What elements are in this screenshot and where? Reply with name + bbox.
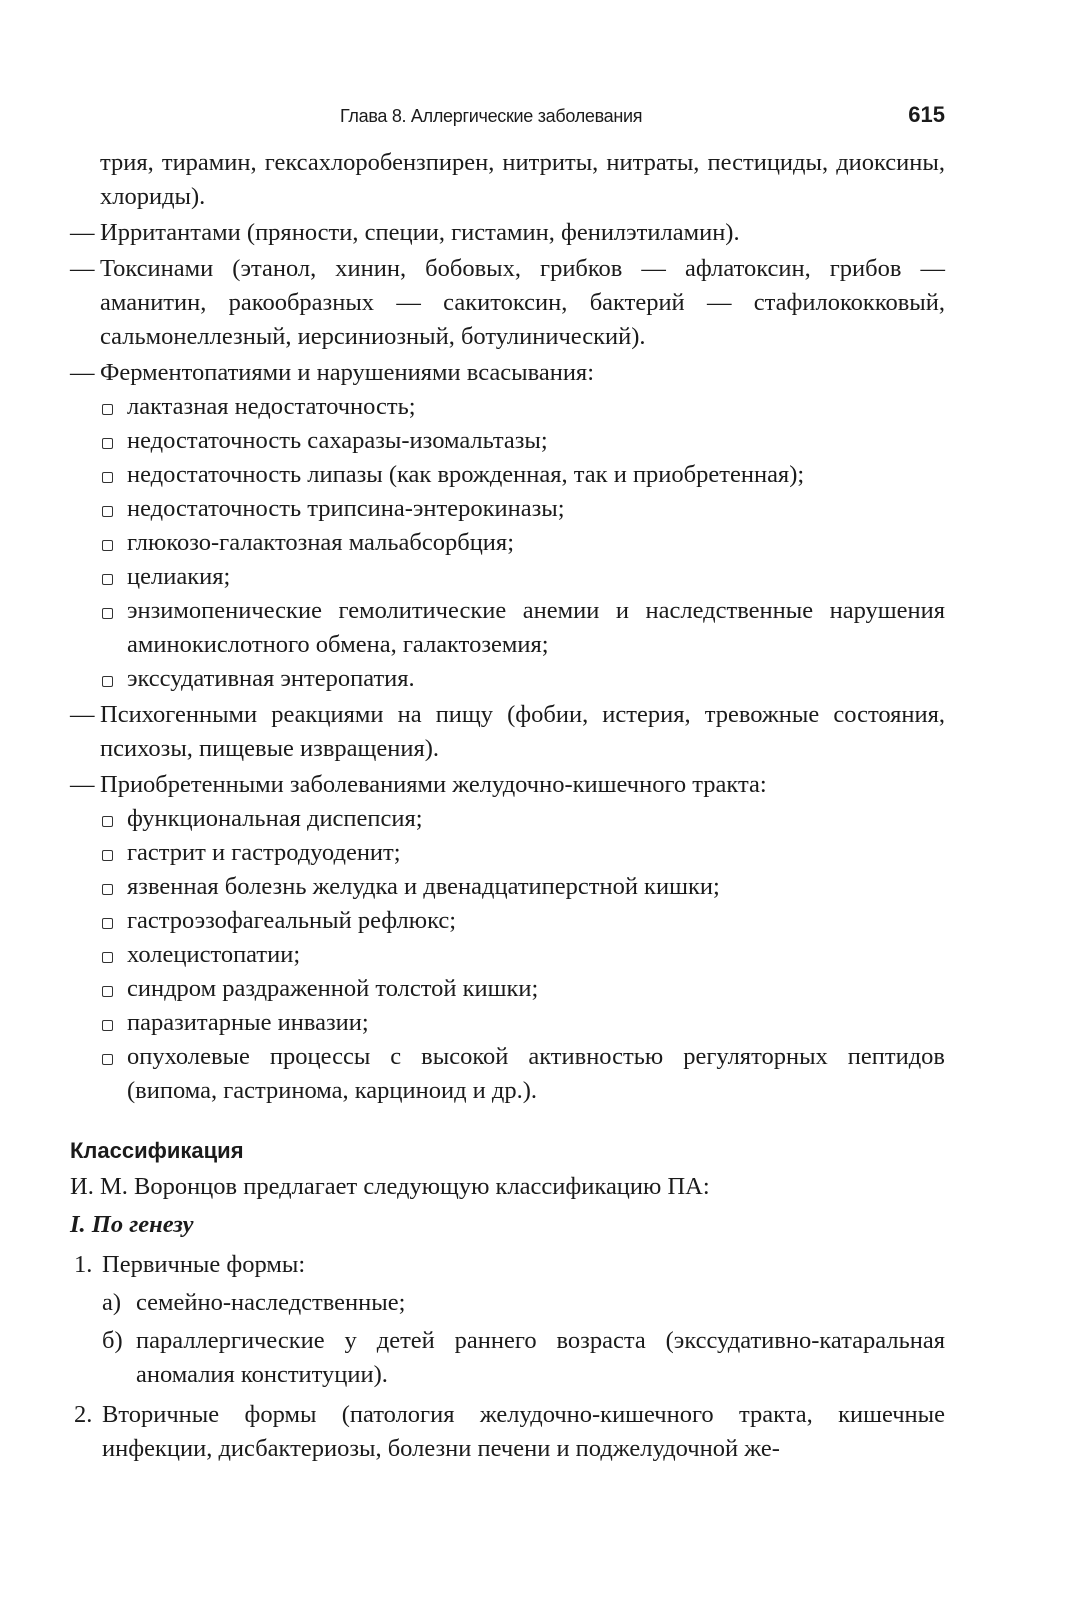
list-item — [70, 662, 945, 696]
list-item — [70, 526, 945, 560]
checkbox-bullet-icon — [102, 816, 113, 827]
list-item-text: гастрит и гастродуоденит; — [127, 839, 401, 866]
lettered-item — [70, 1286, 945, 1320]
checkbox-bullet-icon — [102, 506, 113, 517]
dash-item-text: Ирритантами (пряности, специи, гистамин, фенилэтиламин). — [100, 219, 740, 246]
list-item-text: синдром раздраженной толстой кишки; — [127, 975, 539, 1002]
list-item-text: опухолевые процессы с высокой активностью регуляторных пептидов (випома, гастринома, карциноид и др.). — [127, 1043, 945, 1104]
dash-marker: — — [70, 219, 95, 246]
checkbox-bullet-icon — [102, 986, 113, 997]
dash-list-item — [70, 252, 945, 354]
list-item — [70, 1006, 945, 1040]
list-item-text: паразитарные инвазии; — [127, 1009, 369, 1036]
checkbox-bullet-icon — [102, 438, 113, 449]
checkbox-bullet-icon — [102, 676, 113, 687]
dash-item-text: Ферментопатиями и нарушениями всасывания: — [100, 359, 595, 386]
page-number: 615 — [908, 102, 945, 127]
list-item-text: экссудативная энтеропатия. — [127, 665, 415, 692]
list-item-text: гастроэзофагеальный рефлюкс; — [127, 907, 457, 934]
dash-item-text: Приобретенными заболеваниями желудочно-кишечного тракта: — [100, 771, 767, 798]
dash-marker: — — [70, 255, 95, 282]
list-item — [70, 458, 945, 492]
item-letter: б) — [102, 1327, 123, 1354]
list-item — [70, 594, 945, 662]
list-item — [70, 836, 945, 870]
item-number: 1. — [74, 1251, 93, 1278]
continued-paragraph: трия, тирамин, гексахлоробензпирен, нитриты, нитраты, пестициды, диоксины, хлориды). — [100, 149, 945, 210]
subsection-heading: I. По генезу — [70, 1211, 194, 1238]
list-item — [70, 492, 945, 526]
chapter-title: Глава 8. Аллергические заболевания — [340, 106, 643, 126]
page-body — [70, 146, 945, 1466]
section-heading: Классификация — [70, 1138, 244, 1163]
numbered-item-text: Первичные формы: — [102, 1251, 306, 1278]
checkbox-bullet-icon — [102, 918, 113, 929]
lettered-item-text: параллергические у детей раннего возраста (экссудативно-катаральная аномалия конституции). — [136, 1327, 945, 1388]
dash-marker: — — [70, 771, 95, 798]
list-item-text: недостаточность трипсина-энтерокиназы; — [127, 495, 565, 522]
item-number: 2. — [74, 1401, 93, 1428]
dash-marker: — — [70, 701, 95, 728]
dash-list-item — [70, 698, 945, 766]
running-head — [70, 100, 945, 130]
list-item — [70, 972, 945, 1006]
list-item-text: язвенная болезнь желудка и двенадцатиперстной кишки; — [127, 873, 720, 900]
list-item-text: функциональная диспепсия; — [127, 805, 423, 832]
dash-list-item — [70, 216, 945, 250]
dash-list-item — [70, 356, 945, 390]
checkbox-bullet-icon — [102, 608, 113, 619]
list-item — [70, 390, 945, 424]
list-item — [70, 904, 945, 938]
checkbox-bullet-icon — [102, 952, 113, 963]
numbered-item — [70, 1398, 945, 1466]
checkbox-bullet-icon — [102, 850, 113, 861]
list-item-text: холецистопатии; — [127, 941, 301, 968]
numbered-item-text: Вторичные формы (патология желудочно-кишечного тракта, кишечные инфекции, дисбактериозы, болезни печени и поджелудочной же- — [102, 1401, 945, 1462]
item-letter: а) — [102, 1289, 122, 1316]
lettered-item — [70, 1324, 945, 1392]
list-item — [70, 802, 945, 836]
checkbox-bullet-icon — [102, 1020, 113, 1031]
dash-list-item — [70, 768, 945, 802]
list-item — [70, 424, 945, 458]
gi-disease-list — [70, 802, 945, 1108]
list-item-text: энзимопенические гемолитические анемии и наследственные нарушения аминокислотного обмена, галактоземия; — [127, 597, 945, 658]
checkbox-bullet-icon — [102, 404, 113, 415]
list-item-text: недостаточность сахаразы-изомальтазы; — [127, 427, 548, 454]
list-item — [70, 560, 945, 594]
checkbox-bullet-icon — [102, 472, 113, 483]
list-item-text: лактазная недостаточность; — [127, 393, 416, 420]
enzymopathy-list — [70, 390, 945, 696]
list-item — [70, 1040, 945, 1108]
list-item-text: целиакия; — [127, 563, 231, 590]
dash-item-text: Психогенными реакциями на пищу (фобии, истерия, тревожные состояния, психозы, пищевые извращения). — [100, 701, 945, 762]
numbered-item — [70, 1248, 945, 1282]
list-item — [70, 938, 945, 972]
classification-intro: И. М. Воронцов предлагает следующую классификацию ПА: — [70, 1173, 710, 1200]
dash-marker: — — [70, 359, 95, 386]
list-item-text: недостаточность липазы (как врожденная, так и приобретенная); — [127, 461, 805, 488]
lettered-item-text: семейно-наследственные; — [136, 1289, 406, 1316]
checkbox-bullet-icon — [102, 574, 113, 585]
list-item-text: глюкозо-галактозная мальабсорбция; — [127, 529, 514, 556]
checkbox-bullet-icon — [102, 884, 113, 895]
checkbox-bullet-icon — [102, 1054, 113, 1065]
checkbox-bullet-icon — [102, 540, 113, 551]
list-item — [70, 870, 945, 904]
dash-item-text: Токсинами (этанол, хинин, бобовых, грибков — афлатоксин, грибов — аманитин, ракообразных — сакитоксин, бактерий — стафилококковый, сальмонеллезный, иерсиниозный, ботулинический). — [100, 255, 945, 350]
